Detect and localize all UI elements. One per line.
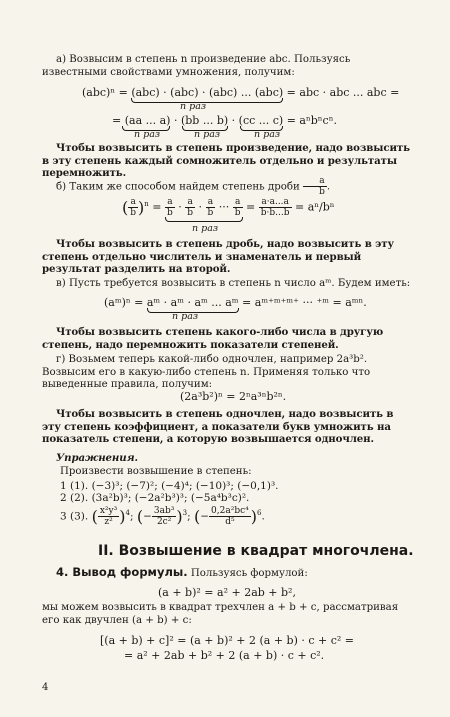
n2: a (165, 197, 175, 208)
page-number: 4 (42, 682, 49, 693)
e3d: d⁵ (225, 517, 235, 527)
frac-b-3 (185, 197, 195, 218)
equation-e2: = a² + 2ab + b² + 2 (a + b) · c + c². (124, 649, 325, 662)
eq-a2-result: = aⁿbⁿcⁿ. (286, 114, 337, 127)
equation-d: (2a³b²)ⁿ = 2ⁿa³ⁿb²ⁿ. (180, 390, 287, 403)
brace-a2-2 (174, 114, 228, 127)
eq-a1-right: = abc · abc ... abc = (286, 86, 400, 99)
rule-1: Чтобы возвысить в степень произведение, надо возвысить в эту степень каждый сомножитель отдельно и результаты перемножить. (42, 142, 410, 180)
frac-b-1 (128, 197, 138, 218)
eq-a1-mid: (abc) · (abc) · (abc) ... (abc) (131, 86, 284, 99)
subsection-title: 4. Вывод формулы. (56, 565, 188, 579)
exercise-3: 3 (3). ( $\frac{\text{x²y³}}{\text{z²}}$ )$^4$; (− $\frac{\text{3ab³}}{\text{2c²}}$ )$^3$; (− $\frac{\text{0,2a²bc⁴}}{\text{d⁵}}$ )$^6$. (60, 506, 265, 527)
frac-b-4 (206, 197, 216, 218)
eq-c-left: (aᵐ)ⁿ = (104, 296, 144, 309)
ex3-frac-2 (152, 506, 176, 527)
equation-a2 (112, 114, 337, 127)
brace-c (147, 296, 239, 309)
brace-a2-3 (232, 114, 284, 127)
e2n: 3ab³ (153, 506, 175, 516)
formula-main: (a + b)² = a² + 2ab + b², (158, 586, 296, 599)
eq-c-mid: aᵐ · aᵐ · aᵐ ... aᵐ (146, 296, 239, 309)
d2: b (167, 208, 173, 218)
n-raz-label-6: n раз (172, 311, 199, 322)
paragraph-a: а) Возвысим в степень n произведение abc. Пользуясь известными свойствами умножения, получим: (42, 54, 351, 78)
n-raz-label-5: n раз (192, 223, 219, 234)
exercise-1: 1 (1). (−3)³; (−7)²; (−4)⁴; (−10)³; (−0,1)³. (60, 480, 279, 492)
e1n: x²y³ (99, 506, 118, 516)
dp: b·b...b (260, 208, 290, 218)
eq-a2-part1: = (aa ... a) (112, 114, 171, 127)
eq-a1-left: (abc)ⁿ = (82, 86, 128, 99)
paragraph-e: мы можем возвысить в квадрат трехчлен a + b + c, рассматривая его как двучлен (a + b) + c: (42, 602, 399, 626)
paragraph-d: г) Возьмем теперь какой-либо одночлен, например 2a³b². Возвысим его в какую-либо степень n. Применяя только что выведенные правила, получим: (42, 354, 371, 391)
ex3-frac-1 (98, 506, 119, 527)
exercises-title: Упражнения. (56, 452, 138, 464)
paragraph-b: б) Таким же способом найдем степень дроби $\frac{a}{b}$ . (56, 176, 331, 197)
n-raz-label-3: n раз (194, 129, 221, 140)
rule-2: Чтобы возвысить в степень дробь, надо возвысить в эту степень отдельно числитель и знаменатель и первый результат разделить на второй. (42, 238, 394, 276)
n1: a (128, 197, 138, 208)
eq-b-result: = aⁿ/bⁿ (295, 200, 335, 214)
e1d: z² (104, 517, 113, 527)
paragraph-b-text: б) Таким же способом найдем степень дроби (56, 181, 300, 193)
frac-b-5 (233, 197, 243, 218)
n-raz-label-2: n раз (134, 129, 161, 140)
subsection-text: Пользуясь формулой: (190, 568, 308, 579)
equation-b: ( $\frac{a}{b}$ )$^n$ = $\frac{a}{b}$ · $\frac{a}{b}$ · $\frac{a}{b}$ ··· $\frac{a}{b}$ = $\frac{a\cdot a...a}{b\cdot b...b}$ = aⁿ/bⁿ (122, 197, 335, 218)
d4: b (207, 208, 214, 218)
np: a·a...a (259, 197, 292, 208)
n-raz-label-4: n раз (254, 129, 281, 140)
brace-b: $\frac{a}{b}$ · $\frac{a}{b}$ · $\frac{a}{b}$ ··· $\frac{a}{b}$ (165, 197, 243, 218)
n3: a (185, 197, 195, 208)
d5: b (234, 208, 241, 218)
e3n: 0,2a²bc⁴ (211, 506, 249, 516)
rule-3: Чтобы возвысить степень какого-либо числа в другую степень, надо перемножить показатели степеней. (42, 326, 384, 351)
exercise-3-label: 3 (3). (60, 510, 89, 523)
exercise-2: 2 (2). (3a²b)³; (−2a²b³)³; (−5a⁴b³c)². (60, 492, 250, 504)
d3: b (187, 208, 194, 218)
d1: b (130, 208, 137, 218)
exercises-intro: Произвести возвышение в степень: (60, 466, 252, 477)
section-title: II. Возвышение в квадрат многочлена. (98, 543, 414, 559)
brace-a1 (131, 86, 283, 99)
n5: a (233, 197, 243, 208)
eq-a2-part2: · (bb ... b) (173, 114, 229, 127)
subsection-line (56, 566, 416, 581)
frac-b-2 (165, 197, 175, 218)
n-raz-label-1: n раз (180, 101, 207, 112)
e2d: 2c² (156, 517, 172, 527)
frac-b-prod (259, 197, 292, 218)
frac-num: a (303, 176, 327, 187)
equation-c (104, 296, 367, 309)
fraction-a-b (303, 176, 327, 197)
eq-a2-part3: · (cc ... c) (231, 114, 284, 127)
eq-c-right: = aᵐ⁺ᵐ⁺ᵐ⁺ ··· ⁺ᵐ = aᵐⁿ. (242, 296, 367, 309)
ex3-frac-3 (209, 506, 251, 527)
paragraph-c: в) Пусть требуется возвысить в степень n число aᵐ. Будем иметь: (56, 278, 411, 289)
equation-e1: [(a + b) + c]² = (a + b)² + 2 (a + b) · c + c² = (100, 634, 355, 647)
n4: a (206, 197, 216, 208)
brace-a2-1 (112, 114, 170, 127)
rule-4: Чтобы возвысить в степень одночлен, надо возвысить в эту степень коэффициент, а показатели букв умножить на показатель степени, а которую возвышается одночлен. (42, 408, 394, 446)
frac-den: b (319, 187, 325, 197)
equation-a1 (82, 86, 399, 99)
